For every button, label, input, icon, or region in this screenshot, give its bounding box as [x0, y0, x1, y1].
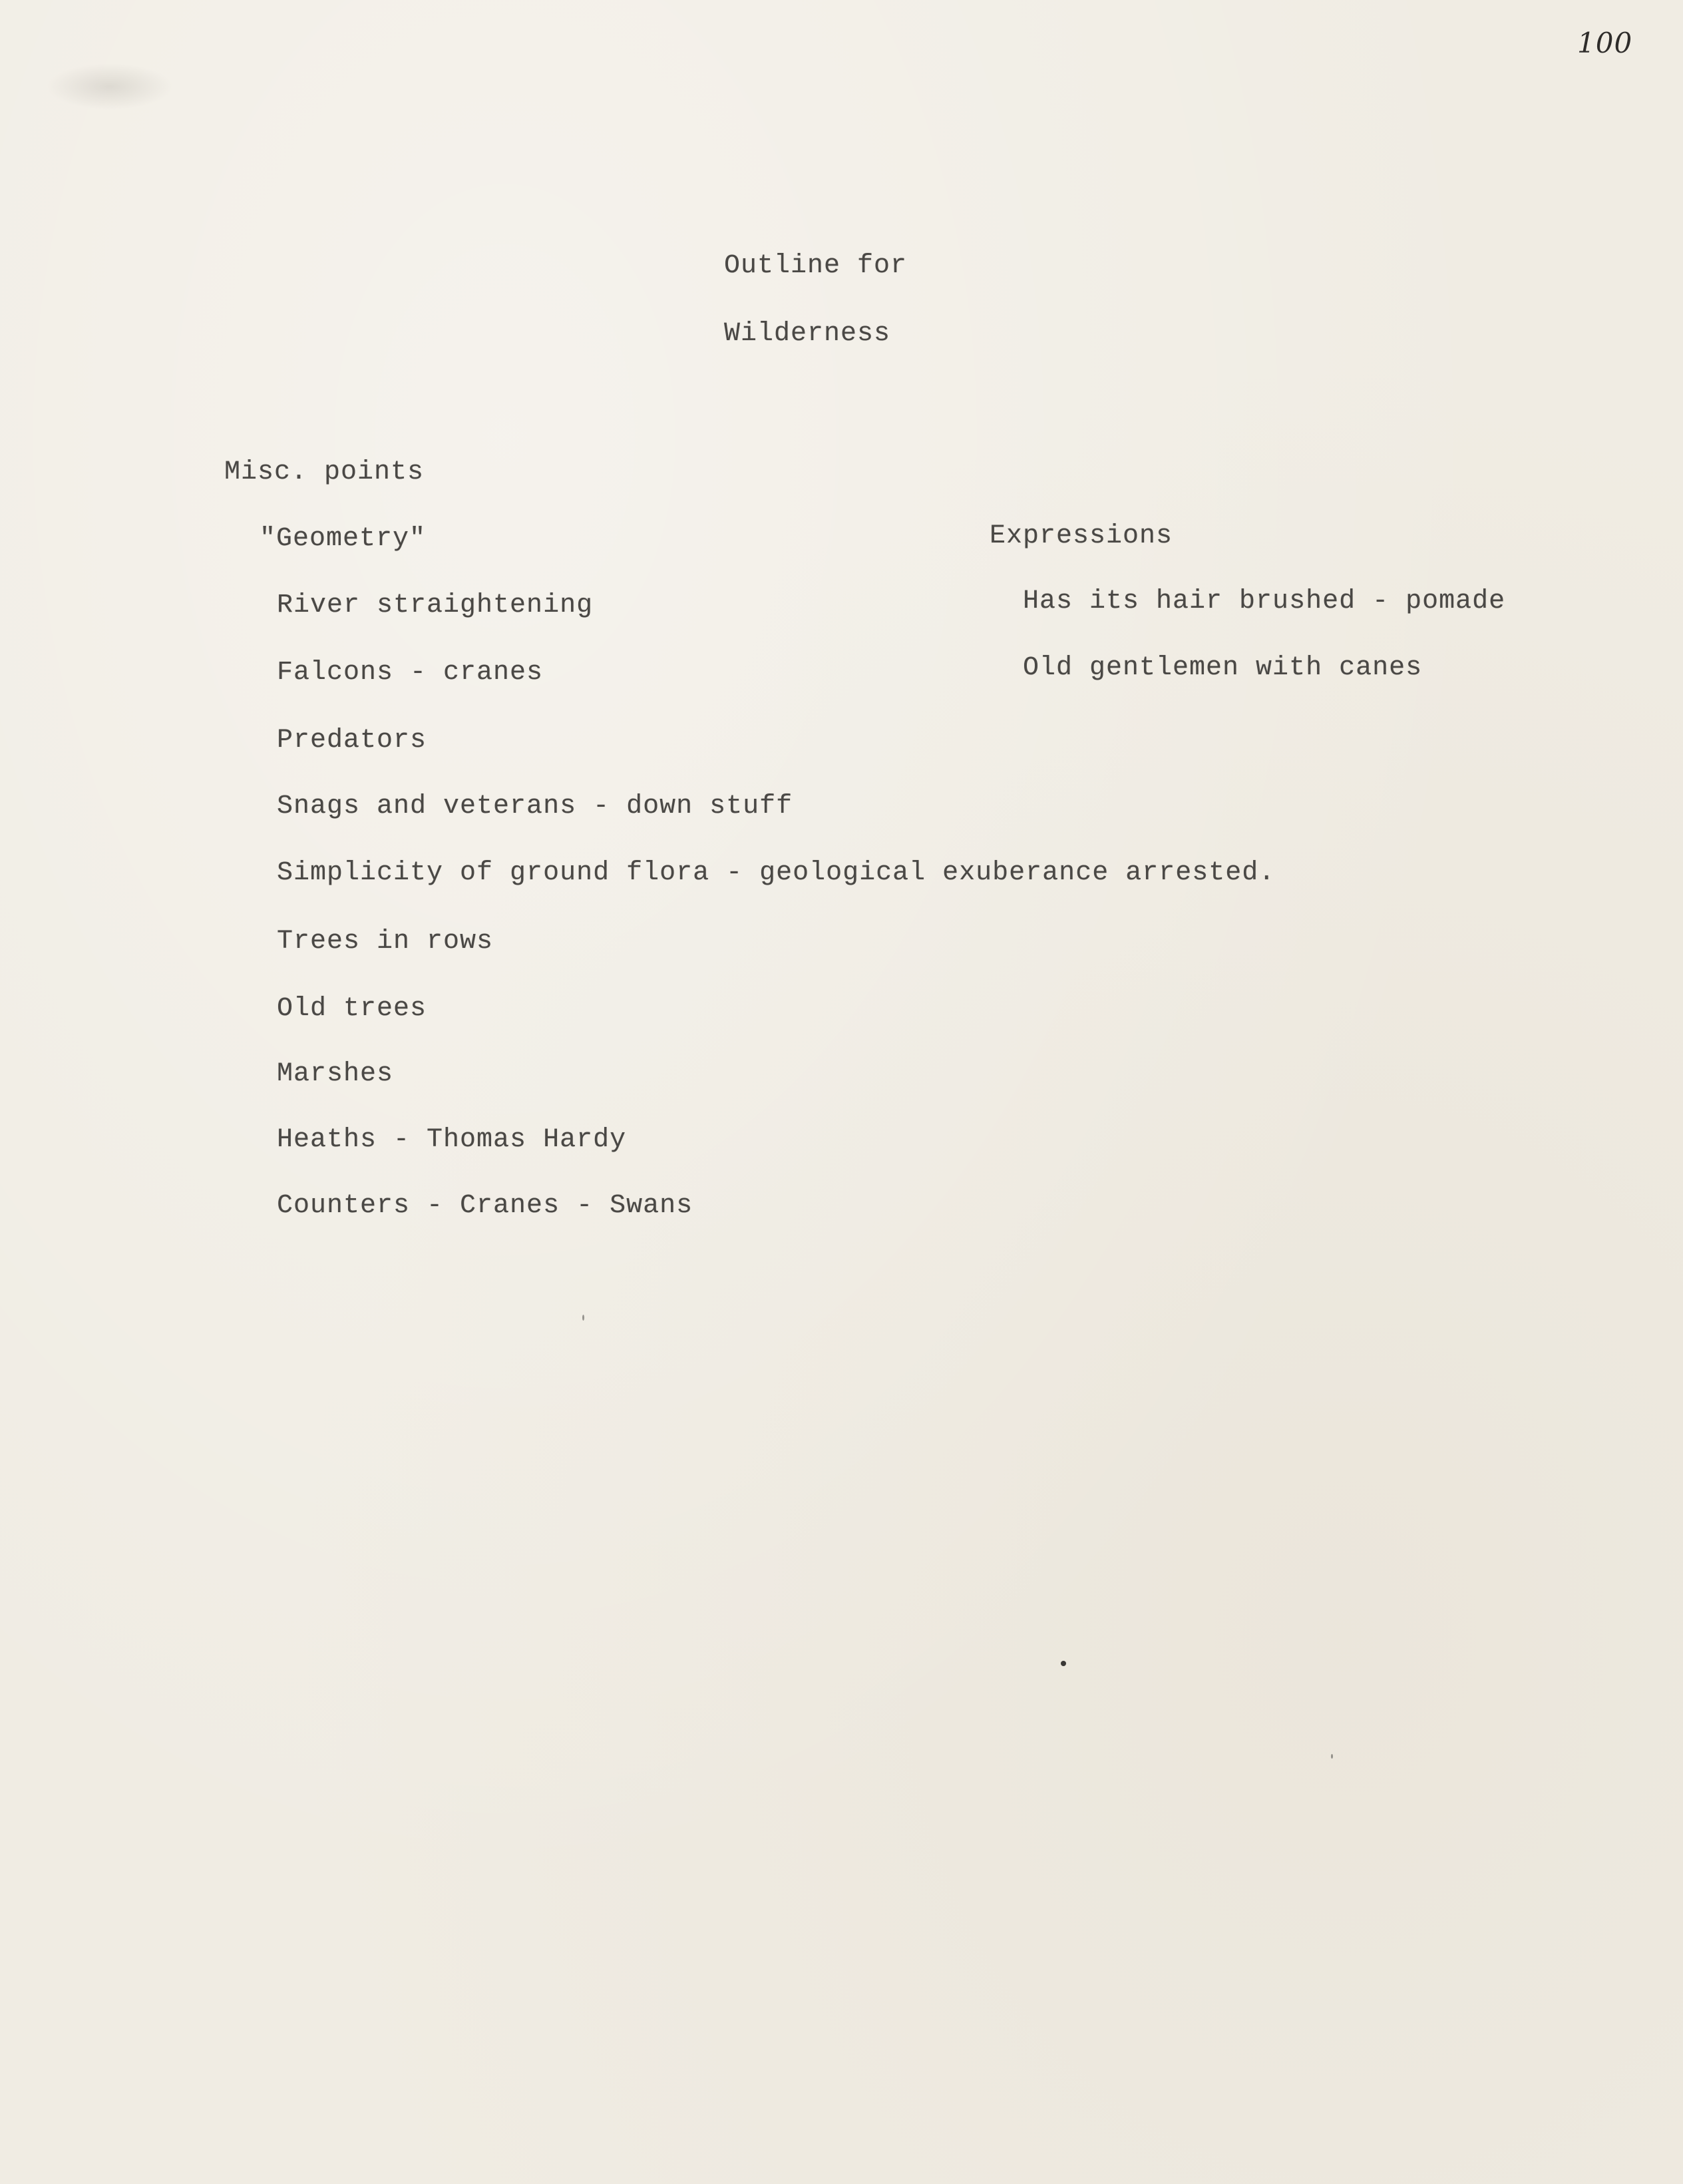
right-column-heading: Expressions — [990, 521, 1173, 551]
title-line-2: Wilderness — [724, 319, 891, 349]
title-line-1: Outline for — [724, 251, 908, 281]
list-item: Predators — [277, 726, 427, 756]
list-item: Snags and veterans - down stuff — [277, 791, 793, 821]
list-item: Falcons - cranes — [277, 658, 544, 688]
ink-speck — [1331, 1754, 1333, 1759]
list-item: Marshes — [277, 1059, 394, 1089]
expression-item: Old gentlemen with canes — [1023, 653, 1423, 683]
list-item: Trees in rows — [277, 927, 494, 957]
list-item: Counters - Cranes - Swans — [277, 1191, 693, 1221]
list-item: Heaths - Thomas Hardy — [277, 1125, 627, 1155]
list-item: Old trees — [277, 994, 427, 1024]
expression-item: Has its hair brushed - pomade — [1023, 586, 1506, 616]
left-column-subheading: "Geometry" — [260, 524, 427, 554]
ink-speck — [582, 1315, 584, 1321]
list-item: Simplicity of ground flora - geological exuberance arrested. — [277, 858, 1276, 888]
page-number: 100 — [1577, 27, 1633, 59]
paper-smudge — [47, 63, 173, 110]
left-column-heading: Misc. points — [224, 457, 425, 487]
list-item: River straightening — [277, 590, 594, 620]
ink-speck — [1061, 1661, 1066, 1666]
